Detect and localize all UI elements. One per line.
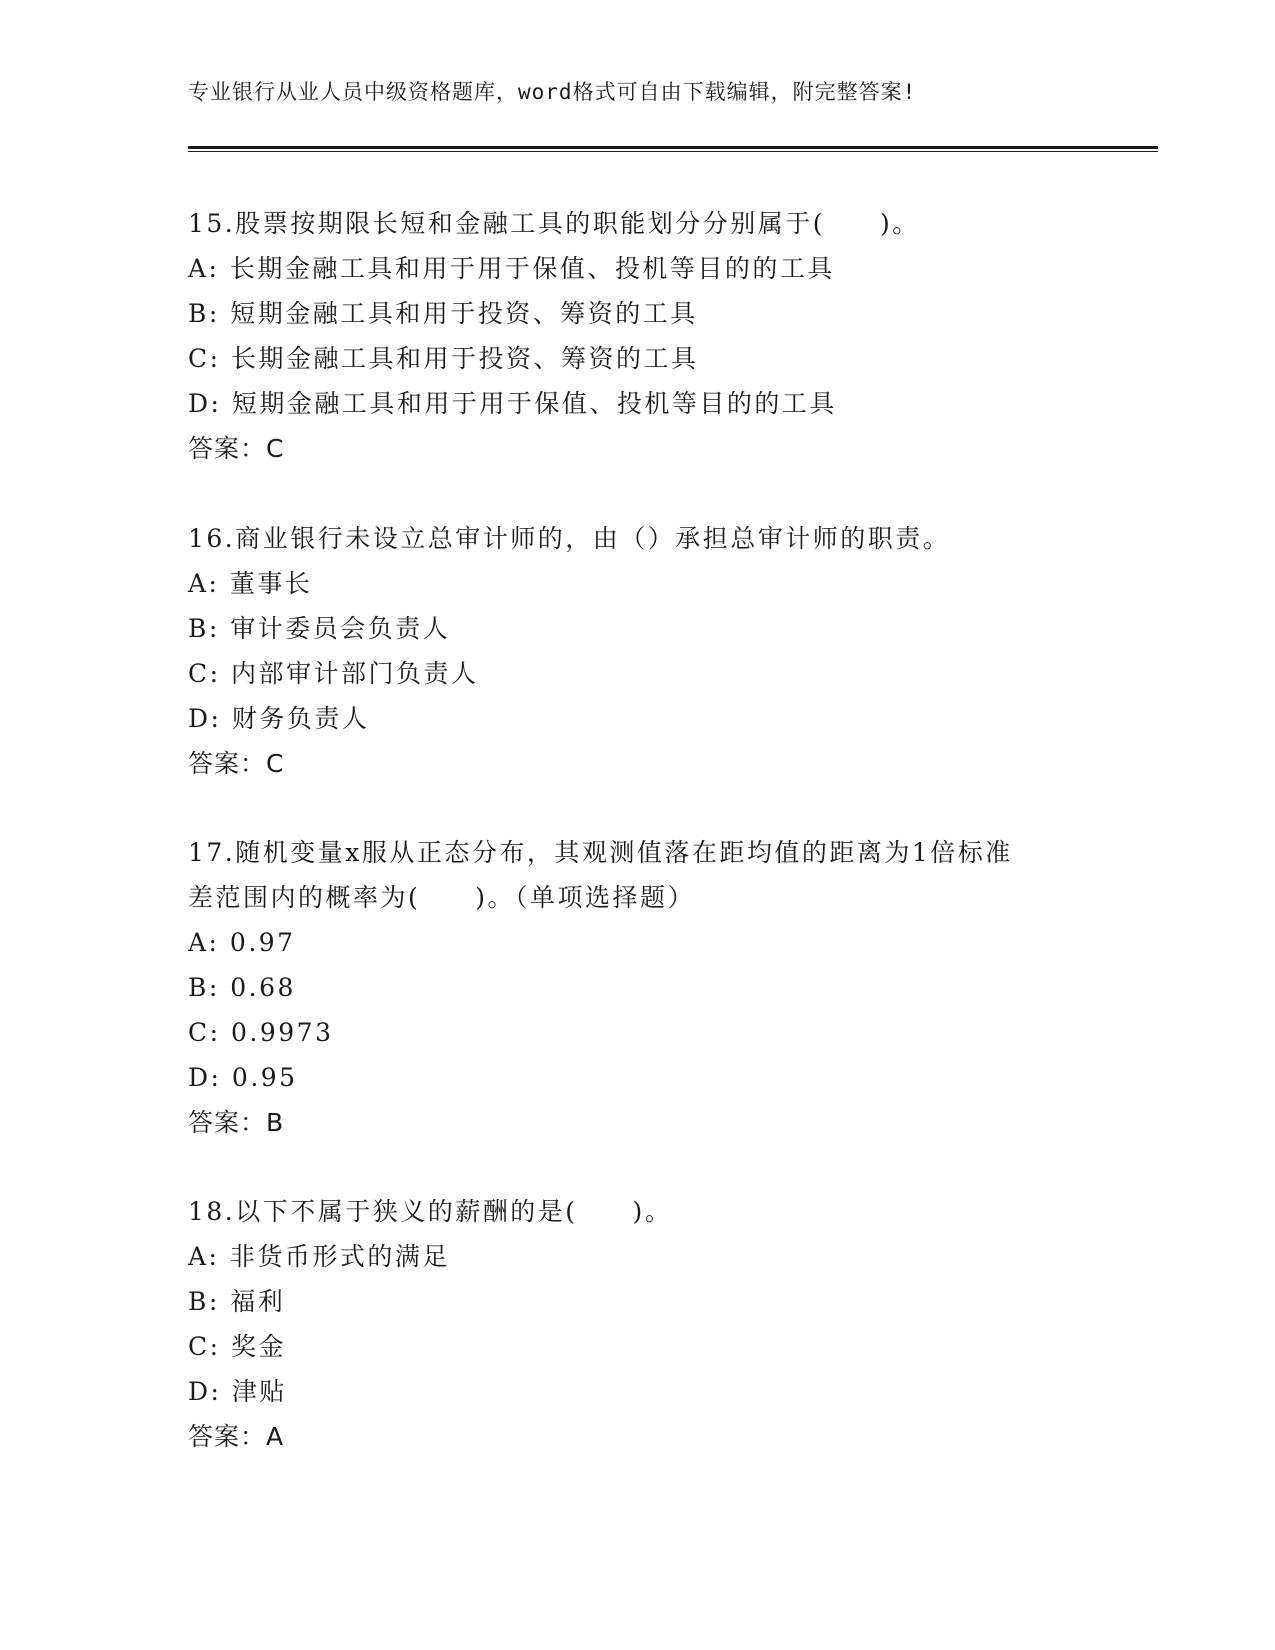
question-16-answer: 答案：C bbox=[188, 749, 285, 778]
question-15-option-c: C: 长期金融工具和用于投资、筹资的工具 bbox=[188, 344, 699, 373]
header-divider-thin bbox=[188, 151, 1158, 152]
question-15-answer: 答案：C bbox=[188, 434, 285, 463]
question-18-option-b: B: 福利 bbox=[188, 1287, 286, 1316]
question-17-option-a: A: 0.97 bbox=[188, 928, 296, 957]
question-17-option-c: C: 0.9973 bbox=[188, 1018, 334, 1047]
question-16-option-c: C: 内部审计部门负责人 bbox=[188, 659, 479, 688]
document-header: 专业银行从业人员中级资格题库，word格式可自由下载编辑，附完整答案! bbox=[188, 80, 917, 104]
question-17-option-b: B: 0.68 bbox=[188, 973, 296, 1002]
question-16-stem: 16.商业银行未设立总审计师的，由（）承担总审计师的职责。 bbox=[188, 524, 951, 553]
question-18-answer: 答案：A bbox=[188, 1422, 285, 1451]
question-15-option-a: A: 长期金融工具和用于用于保值、投机等目的的工具 bbox=[188, 254, 835, 283]
question-17-stem-line-2: 差范围内的概率为( )。（单项选择题） bbox=[188, 883, 696, 912]
question-15-stem: 15.股票按期限长短和金融工具的职能划分分别属于( )。 bbox=[188, 209, 920, 238]
header-divider bbox=[188, 146, 1158, 149]
question-16-option-b: B: 审计委员会负责人 bbox=[188, 614, 451, 643]
question-18-option-c: C: 奖金 bbox=[188, 1332, 286, 1361]
question-16-option-a: A: 董事长 bbox=[188, 569, 313, 598]
question-16-option-d: D: 财务负责人 bbox=[188, 704, 370, 733]
question-17-answer: 答案：B bbox=[188, 1108, 285, 1137]
question-15-option-b: B: 短期金融工具和用于投资、筹资的工具 bbox=[188, 299, 698, 328]
question-15-option-d: D: 短期金融工具和用于用于保值、投机等目的的工具 bbox=[188, 389, 837, 418]
question-18-option-a: A: 非货币形式的满足 bbox=[188, 1242, 450, 1271]
question-18-stem: 18.以下不属于狭义的薪酬的是( )。 bbox=[188, 1197, 673, 1226]
question-18-option-d: D: 津贴 bbox=[188, 1377, 287, 1406]
question-17-stem-line-1: 17.随机变量x服从正态分布，其观测值落在距均值的距离为1倍标准 bbox=[188, 838, 1013, 867]
question-17-option-d: D: 0.95 bbox=[188, 1063, 298, 1092]
